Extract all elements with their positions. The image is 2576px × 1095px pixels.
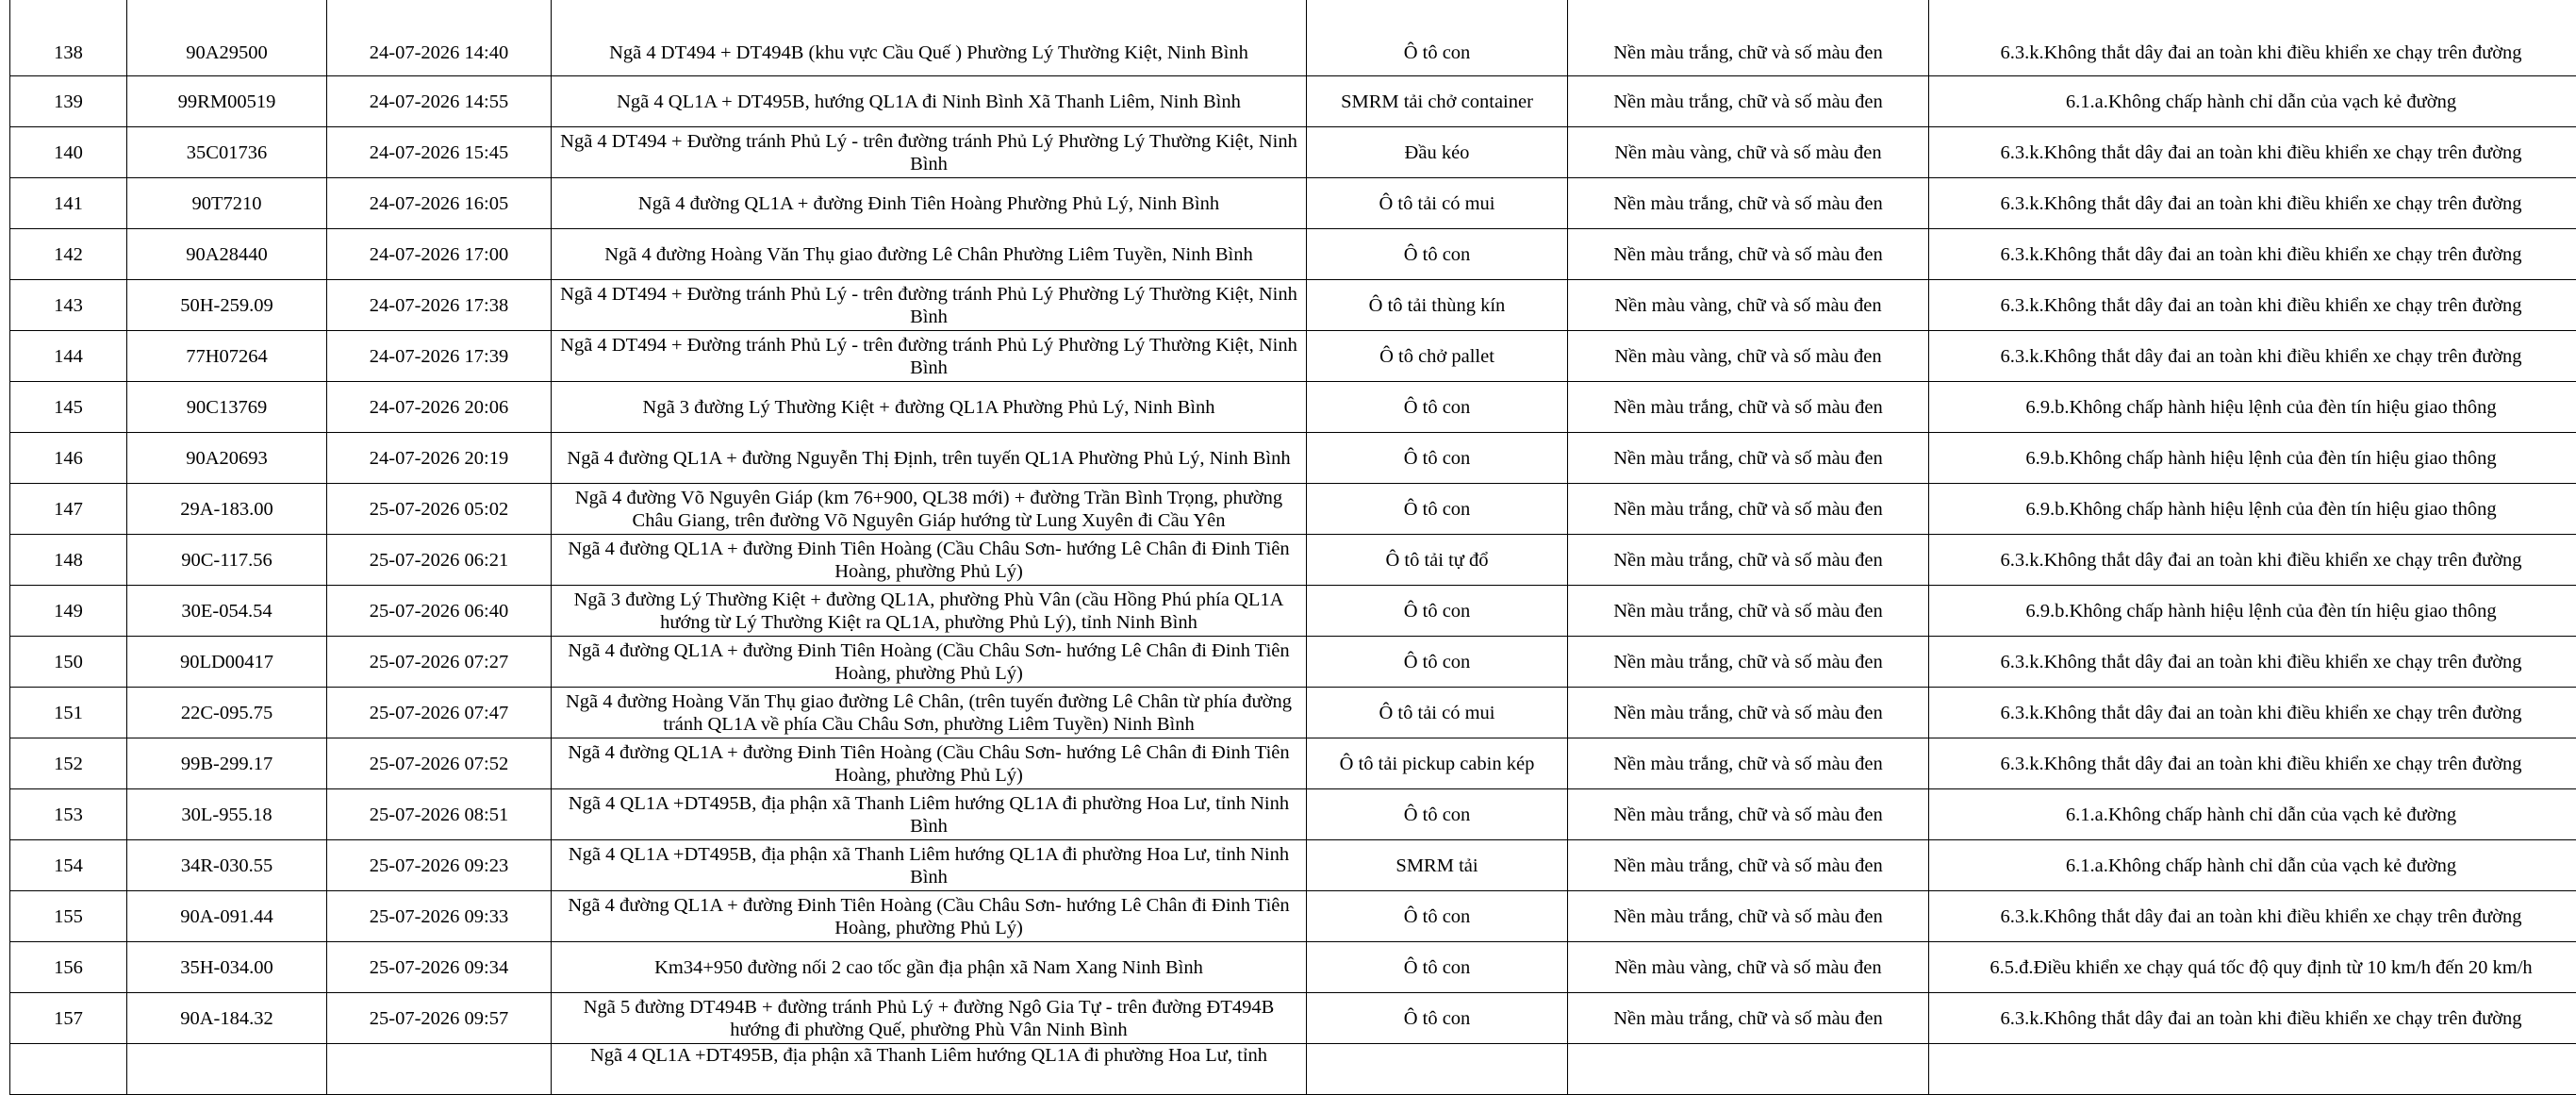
cell-plate-color: Nền màu vàng, chữ và số màu đen <box>1568 127 1929 178</box>
cell-plate: 90A29500 <box>127 0 327 76</box>
cell-time: 25-07-2026 06:40 <box>327 586 552 637</box>
table-row <box>10 535 2576 586</box>
cell-violation: 6.3.k.Không thắt dây đai an toàn khi điều khiển xe chạy trên đường <box>1929 637 2576 688</box>
cell-plate-color: Nền màu vàng, chữ và số màu đen <box>1568 280 1929 331</box>
cell-stt: 151 <box>10 688 127 738</box>
cell-stt: 140 <box>10 127 127 178</box>
cell-violation: 6.9.b.Không chấp hành hiệu lệnh của đèn tín hiệu giao thông <box>1929 586 2576 637</box>
cell-plate-color: Nền màu trắng, chữ và số màu đen <box>1568 382 1929 433</box>
table-row <box>10 280 2576 331</box>
cell-stt: 144 <box>10 331 127 382</box>
cell-vehicle-type: Ô tô con <box>1307 0 1568 76</box>
table-row <box>10 76 2576 127</box>
cell-location: Ngã 4 đường QL1A + đường Đinh Tiên Hoàng (Cầu Châu Sơn- hướng Lê Chân đi Đinh Tiên Hoàng, phường Phủ Lý) <box>552 535 1307 586</box>
cell-plate: 77H07264 <box>127 331 327 382</box>
cell-stt: 153 <box>10 789 127 840</box>
cell-time: 24-07-2026 16:05 <box>327 178 552 229</box>
table-row <box>10 637 2576 688</box>
cell-stt: 145 <box>10 382 127 433</box>
cell-location: Ngã 4 đường QL1A + đường Nguyễn Thị Định, trên tuyến QL1A Phường Phủ Lý, Ninh Bình <box>552 433 1307 484</box>
cell-time: 25-07-2026 05:02 <box>327 484 552 535</box>
cell-time: 25-07-2026 07:52 <box>327 738 552 789</box>
cell-violation: 6.3.k.Không thắt dây đai an toàn khi điều khiển xe chạy trên đường <box>1929 535 2576 586</box>
cell-time: 24-07-2026 15:45 <box>327 127 552 178</box>
cell-time: 25-07-2026 09:33 <box>327 891 552 942</box>
cell-location: Ngã 4 DT494 + DT494B (khu vực Cầu Quế ) Phường Lý Thường Kiệt, Ninh Bình <box>552 0 1307 76</box>
cell-violation: 6.3.k.Không thắt dây đai an toàn khi điều khiển xe chạy trên đường <box>1929 891 2576 942</box>
cell-stt: 148 <box>10 535 127 586</box>
cell-plate-color: Nền màu trắng, chữ và số màu đen <box>1568 229 1929 280</box>
cell-plate: 50H-259.09 <box>127 280 327 331</box>
cell-plate: 90C-117.56 <box>127 535 327 586</box>
table-row <box>10 229 2576 280</box>
cell-location: Ngã 4 đường QL1A + đường Đinh Tiên Hoàng (Cầu Châu Sơn- hướng Lê Chân đi Đinh Tiên Hoàng, phường Phủ Lý) <box>552 891 1307 942</box>
cell-vehicle-type: Ô tô tải tự đổ <box>1307 535 1568 586</box>
cell-plate-color: Nền màu trắng, chữ và số màu đen <box>1568 535 1929 586</box>
table-row <box>10 738 2576 789</box>
cell-location: Ngã 4 đường QL1A + đường Đinh Tiên Hoàng Phường Phủ Lý, Ninh Bình <box>552 178 1307 229</box>
cell-plate-color: Nền màu trắng, chữ và số màu đen <box>1568 586 1929 637</box>
cell-vehicle-type: Ô tô tải có mui <box>1307 688 1568 738</box>
cell-violation: 6.9.b.Không chấp hành hiệu lệnh của đèn tín hiệu giao thông <box>1929 433 2576 484</box>
table-row <box>10 840 2576 891</box>
cell-vehicle-type: Ô tô chở pallet <box>1307 331 1568 382</box>
cell-plate <box>127 1044 327 1095</box>
cell-plate: 99RM00519 <box>127 76 327 127</box>
cell-violation <box>1929 1044 2576 1095</box>
cell-vehicle-type: Ô tô tải thùng kín <box>1307 280 1568 331</box>
cell-plate-color: Nền màu vàng, chữ và số màu đen <box>1568 942 1929 993</box>
cell-stt: 146 <box>10 433 127 484</box>
violations-table <box>9 0 2576 1095</box>
cell-stt: 147 <box>10 484 127 535</box>
cell-time: 24-07-2026 17:38 <box>327 280 552 331</box>
cell-plate: 90T7210 <box>127 178 327 229</box>
table-body <box>10 0 2576 1095</box>
cell-plate-color: Nền màu trắng, chữ và số màu đen <box>1568 688 1929 738</box>
table-row <box>10 891 2576 942</box>
cell-vehicle-type: Ô tô con <box>1307 484 1568 535</box>
cell-plate-color: Nền màu trắng, chữ và số màu đen <box>1568 789 1929 840</box>
cell-violation: 6.3.k.Không thắt dây đai an toàn khi điều khiển xe chạy trên đường <box>1929 331 2576 382</box>
cell-location: Ngã 3 đường Lý Thường Kiệt + đường QL1A Phường Phủ Lý, Ninh Bình <box>552 382 1307 433</box>
cell-violation: 6.3.k.Không thắt dây đai an toàn khi điều khiển xe chạy trên đường <box>1929 993 2576 1044</box>
cell-plate-color: Nền màu trắng, chữ và số màu đen <box>1568 993 1929 1044</box>
cell-location: Km34+950 đường nối 2 cao tốc gần địa phận xã Nam Xang Ninh Bình <box>552 942 1307 993</box>
cell-violation: 6.5.đ.Điều khiển xe chạy quá tốc độ quy định từ 10 km/h đến 20 km/h <box>1929 942 2576 993</box>
table-row <box>10 586 2576 637</box>
cell-violation: 6.3.k.Không thắt dây đai an toàn khi điều khiển xe chạy trên đường <box>1929 280 2576 331</box>
cell-plate: 90A28440 <box>127 229 327 280</box>
cell-plate: 30L-955.18 <box>127 789 327 840</box>
cell-plate: 29A-183.00 <box>127 484 327 535</box>
cell-plate: 90LD00417 <box>127 637 327 688</box>
cell-violation: 6.3.k.Không thắt dây đai an toàn khi điều khiển xe chạy trên đường <box>1929 127 2576 178</box>
cell-time: 25-07-2026 06:21 <box>327 535 552 586</box>
cell-vehicle-type: Ô tô con <box>1307 382 1568 433</box>
table-row <box>10 331 2576 382</box>
cell-violation: 6.3.k.Không thắt dây đai an toàn khi điều khiển xe chạy trên đường <box>1929 0 2576 76</box>
cell-plate: 35C01736 <box>127 127 327 178</box>
cell-time: 25-07-2026 09:34 <box>327 942 552 993</box>
cell-stt: 139 <box>10 76 127 127</box>
cell-location: Ngã 4 QL1A + DT495B, hướng QL1A đi Ninh Bình Xã Thanh Liêm, Ninh Bình <box>552 76 1307 127</box>
cell-stt: 138 <box>10 0 127 76</box>
cell-plate-color: Nền màu vàng, chữ và số màu đen <box>1568 331 1929 382</box>
cell-location: Ngã 5 đường DT494B + đường tránh Phủ Lý + đường Ngô Gia Tự - trên đường ĐT494B hướng đi phường Quế, phường Phù Vân Ninh Bình <box>552 993 1307 1044</box>
cell-stt: 156 <box>10 942 127 993</box>
cell-location: Ngã 4 QL1A +DT495B, địa phận xã Thanh Liêm hướng QL1A đi phường Hoa Lư, tỉnh Ninh Bình <box>552 840 1307 891</box>
table-row <box>10 942 2576 993</box>
cell-time: 24-07-2026 14:55 <box>327 76 552 127</box>
cell-vehicle-type: Ô tô con <box>1307 993 1568 1044</box>
cell-vehicle-type: SMRM tải chở container <box>1307 76 1568 127</box>
cell-violation: 6.3.k.Không thắt dây đai an toàn khi điều khiển xe chạy trên đường <box>1929 178 2576 229</box>
cell-vehicle-type: Ô tô con <box>1307 891 1568 942</box>
cell-plate-color: Nền màu trắng, chữ và số màu đen <box>1568 637 1929 688</box>
cell-location: Ngã 3 đường Lý Thường Kiệt + đường QL1A, phường Phù Vân (cầu Hồng Phú phía QL1A hướng từ Lý Thường Kiệt ra QL1A, phường Phủ Lý), tỉnh Ninh Bình <box>552 586 1307 637</box>
table-row <box>10 382 2576 433</box>
cell-plate: 90A-091.44 <box>127 891 327 942</box>
table-row-partial <box>10 1044 2576 1095</box>
cell-plate-color: Nền màu trắng, chữ và số màu đen <box>1568 484 1929 535</box>
cell-plate: 90A-184.32 <box>127 993 327 1044</box>
cell-location: Ngã 4 đường Hoàng Văn Thụ giao đường Lê Chân Phường Liêm Tuyền, Ninh Bình <box>552 229 1307 280</box>
cell-location: Ngã 4 QL1A +DT495B, địa phận xã Thanh Liêm hướng QL1A đi phường Hoa Lư, tỉnh Ninh Bình <box>552 789 1307 840</box>
cell-plate: 99B-299.17 <box>127 738 327 789</box>
cell-time: 25-07-2026 09:23 <box>327 840 552 891</box>
cell-location: Ngã 4 DT494 + Đường tránh Phủ Lý - trên đường tránh Phủ Lý Phường Lý Thường Kiệt, Ninh Bình <box>552 127 1307 178</box>
cell-violation: 6.3.k.Không thắt dây đai an toàn khi điều khiển xe chạy trên đường <box>1929 688 2576 738</box>
cell-stt: 143 <box>10 280 127 331</box>
cell-time: 25-07-2026 09:57 <box>327 993 552 1044</box>
cell-vehicle-type: Ô tô con <box>1307 942 1568 993</box>
cell-plate: 34R-030.55 <box>127 840 327 891</box>
cell-time: 24-07-2026 14:40 <box>327 0 552 76</box>
cell-location: Ngã 4 đường Võ Nguyên Giáp (km 76+900, QL38 mới) + đường Trần Bình Trọng, phường Châu Giang, trên đường Võ Nguyên Giáp hướng từ Lung Xuyên đi Cầu Yên <box>552 484 1307 535</box>
table-row <box>10 127 2576 178</box>
table-row <box>10 484 2576 535</box>
cell-violation: 6.1.a.Không chấp hành chỉ dẫn của vạch kẻ đường <box>1929 76 2576 127</box>
cell-plate-color: Nền màu trắng, chữ và số màu đen <box>1568 738 1929 789</box>
cell-time: 25-07-2026 07:27 <box>327 637 552 688</box>
cell-stt <box>10 1044 127 1095</box>
table-row <box>10 688 2576 738</box>
table-row <box>10 0 2576 76</box>
cell-location: Ngã 4 đường QL1A + đường Đinh Tiên Hoàng (Cầu Châu Sơn- hướng Lê Chân đi Đinh Tiên Hoàng, phường Phủ Lý) <box>552 738 1307 789</box>
cell-plate-color: Nền màu trắng, chữ và số màu đen <box>1568 178 1929 229</box>
cell-time: 24-07-2026 17:39 <box>327 331 552 382</box>
cell-plate-color: Nền màu trắng, chữ và số màu đen <box>1568 76 1929 127</box>
cell-violation: 6.3.k.Không thắt dây đai an toàn khi điều khiển xe chạy trên đường <box>1929 738 2576 789</box>
cell-vehicle-type: Đầu kéo <box>1307 127 1568 178</box>
cell-violation: 6.9.b.Không chấp hành hiệu lệnh của đèn tín hiệu giao thông <box>1929 382 2576 433</box>
cell-location: Ngã 4 DT494 + Đường tránh Phủ Lý - trên đường tránh Phủ Lý Phường Lý Thường Kiệt, Ninh Bình <box>552 331 1307 382</box>
cell-stt: 150 <box>10 637 127 688</box>
table-row <box>10 789 2576 840</box>
cell-plate-color: Nền màu trắng, chữ và số màu đen <box>1568 891 1929 942</box>
cell-vehicle-type: Ô tô con <box>1307 586 1568 637</box>
cell-violation: 6.1.a.Không chấp hành chỉ dẫn của vạch kẻ đường <box>1929 840 2576 891</box>
cell-plate: 30E-054.54 <box>127 586 327 637</box>
cell-stt: 154 <box>10 840 127 891</box>
cell-time: 25-07-2026 08:51 <box>327 789 552 840</box>
cell-plate-color: Nền màu trắng, chữ và số màu đen <box>1568 840 1929 891</box>
cell-stt: 155 <box>10 891 127 942</box>
cell-vehicle-type: SMRM tải <box>1307 840 1568 891</box>
table-row <box>10 993 2576 1044</box>
cell-time: 24-07-2026 17:00 <box>327 229 552 280</box>
cell-stt: 141 <box>10 178 127 229</box>
cell-location: Ngã 4 QL1A +DT495B, địa phận xã Thanh Liêm hướng QL1A đi phường Hoa Lư, tỉnh <box>552 1044 1307 1095</box>
cell-location: Ngã 4 DT494 + Đường tránh Phủ Lý - trên đường tránh Phủ Lý Phường Lý Thường Kiệt, Ninh Bình <box>552 280 1307 331</box>
cell-vehicle-type: Ô tô con <box>1307 433 1568 484</box>
cell-plate: 90C13769 <box>127 382 327 433</box>
cell-vehicle-type: Ô tô tải có mui <box>1307 178 1568 229</box>
cell-plate-color: Nền màu trắng, chữ và số màu đen <box>1568 0 1929 76</box>
cell-plate: 90A20693 <box>127 433 327 484</box>
cell-violation: 6.3.k.Không thắt dây đai an toàn khi điều khiển xe chạy trên đường <box>1929 229 2576 280</box>
table-row <box>10 433 2576 484</box>
cell-stt: 157 <box>10 993 127 1044</box>
cell-location: Ngã 4 đường QL1A + đường Đinh Tiên Hoàng (Cầu Châu Sơn- hướng Lê Chân đi Đinh Tiên Hoàng, phường Phủ Lý) <box>552 637 1307 688</box>
cell-vehicle-type: Ô tô tải pickup cabin kép <box>1307 738 1568 789</box>
cell-time <box>327 1044 552 1095</box>
cell-location: Ngã 4 đường Hoàng Văn Thụ giao đường Lê Chân, (trên tuyến đường Lê Chân từ phía đường tránh QL1A về phía Cầu Châu Sơn, phường Liêm Tuyền) Ninh Bình <box>552 688 1307 738</box>
cell-time: 24-07-2026 20:19 <box>327 433 552 484</box>
cell-vehicle-type <box>1307 1044 1568 1095</box>
cell-plate-color: Nền màu trắng, chữ và số màu đen <box>1568 433 1929 484</box>
cell-stt: 149 <box>10 586 127 637</box>
cell-violation: 6.1.a.Không chấp hành chỉ dẫn của vạch kẻ đường <box>1929 789 2576 840</box>
cell-plate: 22C-095.75 <box>127 688 327 738</box>
cell-plate: 35H-034.00 <box>127 942 327 993</box>
cell-time: 24-07-2026 20:06 <box>327 382 552 433</box>
cell-vehicle-type: Ô tô con <box>1307 229 1568 280</box>
cell-stt: 152 <box>10 738 127 789</box>
cell-violation: 6.9.b.Không chấp hành hiệu lệnh của đèn tín hiệu giao thông <box>1929 484 2576 535</box>
cell-vehicle-type: Ô tô con <box>1307 637 1568 688</box>
cell-stt: 142 <box>10 229 127 280</box>
cell-time: 25-07-2026 07:47 <box>327 688 552 738</box>
cell-plate-color <box>1568 1044 1929 1095</box>
cell-vehicle-type: Ô tô con <box>1307 789 1568 840</box>
table-row <box>10 178 2576 229</box>
